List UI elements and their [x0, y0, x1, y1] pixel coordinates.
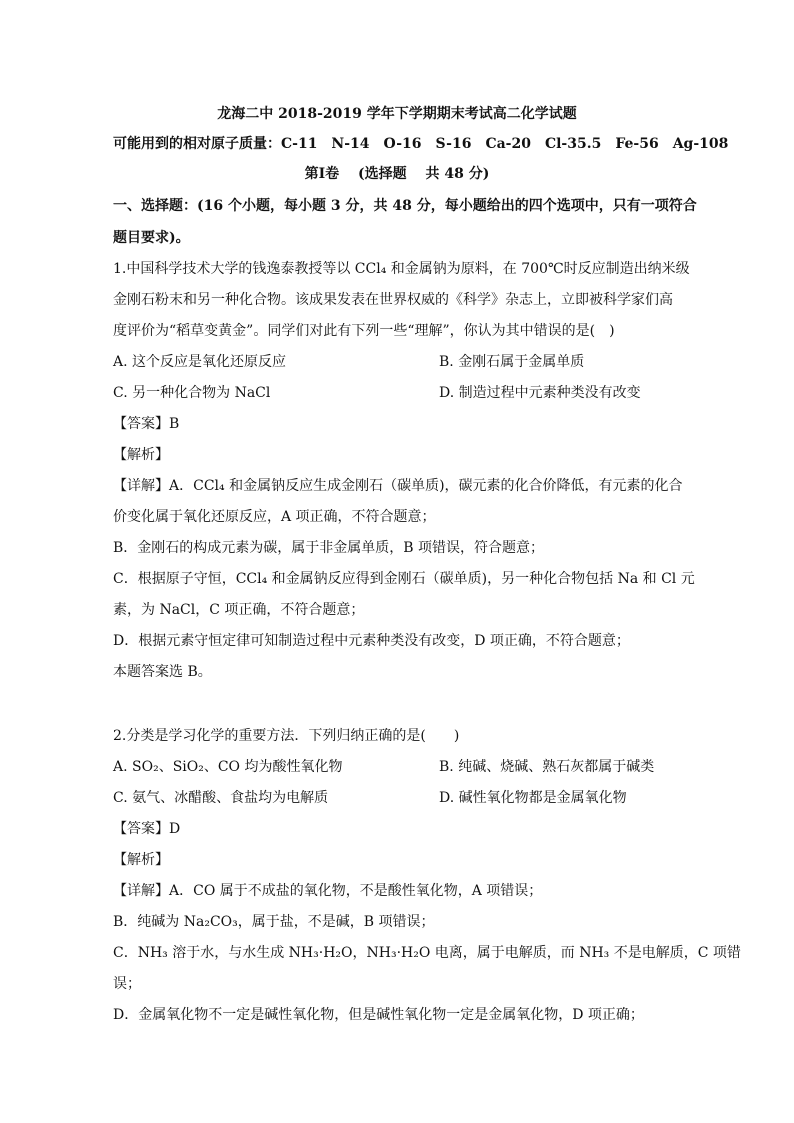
q1-detail-line4: C．根据原子守恒，CCl₄ 和金属钠反应得到金刚石（碳单质)，另一种化合物包括 Na 和 Cl 元 — [113, 571, 695, 587]
q1-answer: 【答案】B — [113, 416, 180, 432]
q2-option-b: B. 纯碱、烧碱、熟石灰都属于碱类 — [439, 759, 655, 775]
section-heading-line1: 一、选择题：(16 个小题，每小题 3 分，共 48 分，每小题给出的四个选项中，只有一项符合 — [113, 198, 697, 214]
q1-detail-line3: B．金刚石的构成元素为碳，属于非金属单质，B 项错误，符合题意； — [113, 540, 545, 556]
q1-option-b: B. 金刚石属于金属单质 — [439, 354, 585, 370]
q1-stem-line2: 金刚石粉末和另一种化合物。该成果发表在世界权威的《科学》杂志上，立即被科学家们高 — [113, 292, 673, 308]
volume-heading: 第Ⅰ卷 (选择题 共 48 分) — [304, 166, 490, 182]
q2-option-d: D. 碱性氧化物都是金属氧化物 — [439, 790, 627, 806]
q2-detail-line4: 误； — [113, 976, 141, 992]
atomic-masses: 可能用到的相对原子质量：C-11 N-14 O-16 S-16 Ca-20 Cl-35.5 Fe-56 Ag-108 — [113, 136, 729, 152]
q2-option-a: A. SO₂、SiO₂、CO 均为酸性氧化物 — [113, 759, 343, 775]
q2-stem: 2.分类是学习化学的重要方法．下列归纳正确的是( ) — [113, 728, 460, 744]
q1-detail-line2: 价变化属于氧化还原反应，A 项正确，不符合题意； — [113, 509, 436, 525]
q1-detail-line6: D．根据元素守恒定律可知制造过程中元素种类没有改变，D 项正确，不符合题意； — [113, 633, 630, 649]
q2-detail-line1: 【详解】A．CO 属于不成盐的氧化物，不是酸性氧化物，A 项错误； — [113, 883, 543, 899]
q2-answer: 【答案】D — [113, 821, 181, 837]
q2-detail-line2: B．纯碱为 Na₂CO₃，属于盐，不是碱，B 项错误； — [113, 914, 435, 930]
q1-detail-line1: 【详解】A．CCl₄ 和金属钠反应生成金刚石（碳单质)，碳元素的化合价降低，有元素的化合 — [113, 478, 683, 494]
q1-analysis-label: 【解析】 — [113, 447, 169, 463]
q1-stem-line3: 度评价为“稻草变黄金”。同学们对此有下列一些“理解”，你认为其中错误的是( ) — [113, 323, 615, 339]
q1-option-a: A. 这个反应是氧化还原反应 — [113, 354, 287, 370]
q2-detail-line3: C．NH₃ 溶于水，与水生成 NH₃·H₂O，NH₃·H₂O 电离，属于电解质，而 NH₃ 不是电解质，C 项错 — [113, 945, 741, 961]
q1-conclusion: 本题答案选 B。 — [113, 664, 212, 680]
q2-analysis-label: 【解析】 — [113, 852, 169, 868]
q1-stem-line1: 1.中国科学技术大学的钱逸泰教授等以 CCl₄ 和金属钠为原料，在 700℃时反应制造出纳米级 — [113, 261, 690, 277]
exam-title: 龙海二中 2018-2019 学年下学期期末考试高二化学试题 — [217, 106, 577, 122]
q2-option-c: C. 氨气、冰醋酸、食盐均为电解质 — [113, 790, 329, 806]
q1-option-c: C. 另一种化合物为 NaCl — [113, 385, 271, 401]
q1-detail-line5: 素，为 NaCl，C 项正确，不符合题意； — [113, 602, 365, 618]
section-heading-line2: 题目要求)。 — [113, 230, 190, 246]
q2-detail-line5: D．金属氧化物不一定是碱性氧化物，但是碱性氧化物一定是金属氧化物，D 项正确； — [113, 1007, 644, 1023]
q1-option-d: D. 制造过程中元素种类没有改变 — [439, 385, 641, 401]
